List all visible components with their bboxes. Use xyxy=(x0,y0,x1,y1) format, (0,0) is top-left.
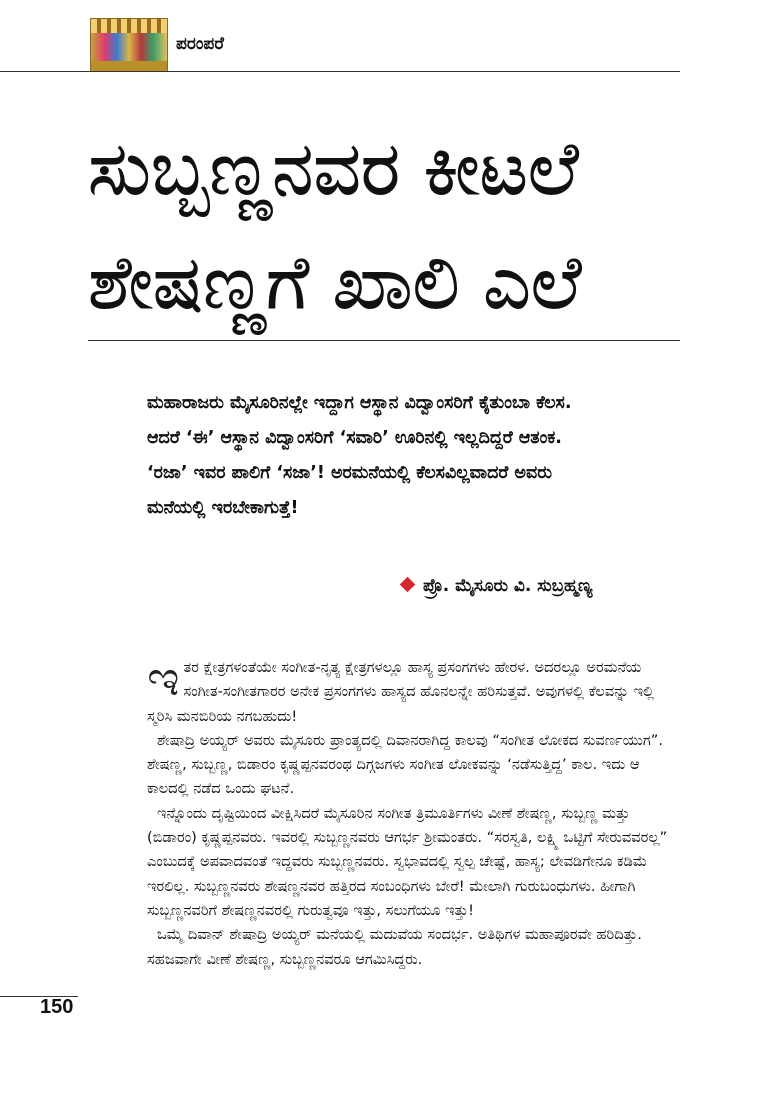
diamond-bullet-icon xyxy=(400,576,416,592)
body-paragraph: ಶೇಷಾದ್ರಿ ಅಯ್ಯರ್ ಅವರು ಮೈಸೂರು ಪ್ರಾಂತ್ಯದಲ್ಲಿ ದಿವಾನರಾಗಿದ್ದ ಕಾಲವು “ಸಂಗೀತ ಲೋಕದ ಸುವರ್ಣಯುಗ”. ಶೇಷಣ್ಣ, ಸುಬ್ಬಣ್ಣ, ಬಿಡಾರಂ ಕೃಷ್ಣಪ್ಪನವರಂಥ ದಿಗ್ಗಜಗಳು ಸಂಗೀತ ಲೋಕವನ್ನು ‘ನಡೆಸುತ್ತಿದ್ದ’ ಕಾಲ. ಇದು ಆ ಕಾಲದಲ್ಲಿ ನಡೆದ ಒಂದು ಘಟನೆ. xyxy=(147,731,663,798)
article-title xyxy=(88,112,688,340)
article-body xyxy=(147,649,675,972)
section-label: ಪರಂಪರೆ xyxy=(176,34,224,54)
drop-cap: ಇ xyxy=(147,649,180,707)
title-line-1: ಸುಬ್ಬಣ್ಣನವರ ಕೀಟಲೆ xyxy=(88,126,579,212)
header-divider xyxy=(0,71,680,72)
body-paragraph: ಇತರ ಕ್ಷೇತ್ರಗಳಂತೆಯೇ ಸಂಗೀತ-ನೃತ್ಯ ಕ್ಷೇತ್ರಗಳಲ್ಲೂ ಹಾಸ್ಯ ಪ್ರಸಂಗಗಳು ಹೇರಳ. ಅದರಲ್ಲೂ ಅರಮನೆಯ ಸಂಗೀತ-ಸಂಗೀತಗಾರರ ಅನೇಕ ಪ್ರಸಂಗಗಳು ಹಾಸ್ಯದ ಹೊನಲನ್ನೇ ಹರಿಸುತ್ತವೆ. ಅವುಗಳಲ್ಲಿ ಕೆಲವನ್ನು ಇಲ್ಲಿ ಸ್ಮರಿಸಿ ಮನಬಿರಿಯ ನಗಬಹುದು! xyxy=(147,649,655,725)
title-line-2: ಶೇಷಣ್ಣಗೆ ಖಾಲಿ ಎಲೆ xyxy=(88,240,582,326)
article-intro: ಮಹಾರಾಜರು ಮೈಸೂರಿನಲ್ಲೇ ಇದ್ದಾಗ ಆಸ್ಥಾನ ವಿದ್ವಾಂಸರಿಗೆ ಕೈತುಂಬಾ ಕೆಲಸ. ಆದರೆ ‘ಈ’ ಆಸ್ಥಾನ ವಿದ್ವಾಂಸರಿಗೆ ‘ಸವಾರಿ’ ಊರಿನಲ್ಲಿ ಇಲ್ಲದಿದ್ದರೆ ಆತಂಕ. ‘ರಜಾ’ ಇವರ ಪಾಲಿಗೆ ‘ಸಜಾ’! ಅರಮನೆಯಲ್ಲಿ ಕೆಲಸವಿಲ್ಲವಾದರೆ ಅವರು ಮನೆಯಲ್ಲಿ ಇರಬೇಕಾಗುತ್ತೆ! xyxy=(147,393,572,518)
author-byline xyxy=(402,576,592,596)
body-paragraph: ಇನ್ನೊಂದು ದೃಷ್ಟಿಯಿಂದ ವೀಕ್ಷಿಸಿದರೆ ಮೈಸೂರಿನ ಸಂಗೀತ ತ್ರಿಮೂರ್ತಿಗಳು ವೀಣೆ ಶೇಷಣ್ಣ, ಸುಬ್ಬಣ್ಣ ಮತ್ತು (ಬಿಡಾರಂ) ಕೃಷ್ಣಪ್ಪನವರು. ಇವರಲ್ಲಿ ಸುಬ್ಬಣ್ಣನವರು ಆಗರ್ಭ ಶ್ರೀಮಂತರು. “ಸರಸ್ವತಿ, ಲಕ್ಷ್ಮಿ ಒಟ್ಟಿಗೆ ಸೇರುವವರಲ್ಲ” ಎಂಬುದಕ್ಕೆ ಅಪವಾದವಂತೆ ಇದ್ದವರು ಸುಬ್ಬಣ್ಣನವರು. ಸ್ವಭಾವದಲ್ಲಿ ಸ್ವಲ್ಪ ಚೇಷ್ಟೆ, ಹಾಸ್ಯ; ಲೇವಡಿಗೇನೂ ಕಡಿಮೆ ಇರಲಿಲ್ಲ. ಸುಬ್ಬಣ್ಣನವರು ಶೇಷಣ್ಣನವರ ಹತ್ತಿರದ ಸಂಬಂಧಿಗಳು ಬೇರೆ! ಮೇಲಾಗಿ ಗುರುಬಂಧುಗಳು. ಹೀಗಾಗಿ ಸುಬ್ಬಣ್ಣನವರಿಗೆ ಶೇಷಣ್ಣನವರಲ್ಲಿ ಗುರುತ್ವವೂ ಇತ್ತು, ಸಲುಗೆಯೂ ಇತ್ತು! xyxy=(147,804,668,919)
section-thumbnail-image xyxy=(90,18,168,72)
title-divider xyxy=(88,340,680,341)
page-number: 150 xyxy=(40,996,74,1018)
author-name: ಪ್ರೊ. ಮೈಸೂರು ವಿ. ಸುಬ್ರಹ್ಮಣ್ಯ xyxy=(423,576,593,596)
body-paragraph: ಒಮ್ಮೆ ದಿವಾನ್ ಶೇಷಾದ್ರಿ ಅಯ್ಯರ್ ಮನೆಯಲ್ಲಿ ಮದುವೆಯ ಸಂದರ್ಭ. ಅತಿಥಿಗಳ ಮಹಾಪೂರವೇ ಹರಿದಿತ್ತು. ಸಹಜವಾಗೇ ವೀಣೆ ಶೇಷಣ್ಣ, ಸುಬ್ಬಣ್ಣನವರೂ ಆಗಮಿಸಿದ್ದರು. xyxy=(147,926,642,968)
